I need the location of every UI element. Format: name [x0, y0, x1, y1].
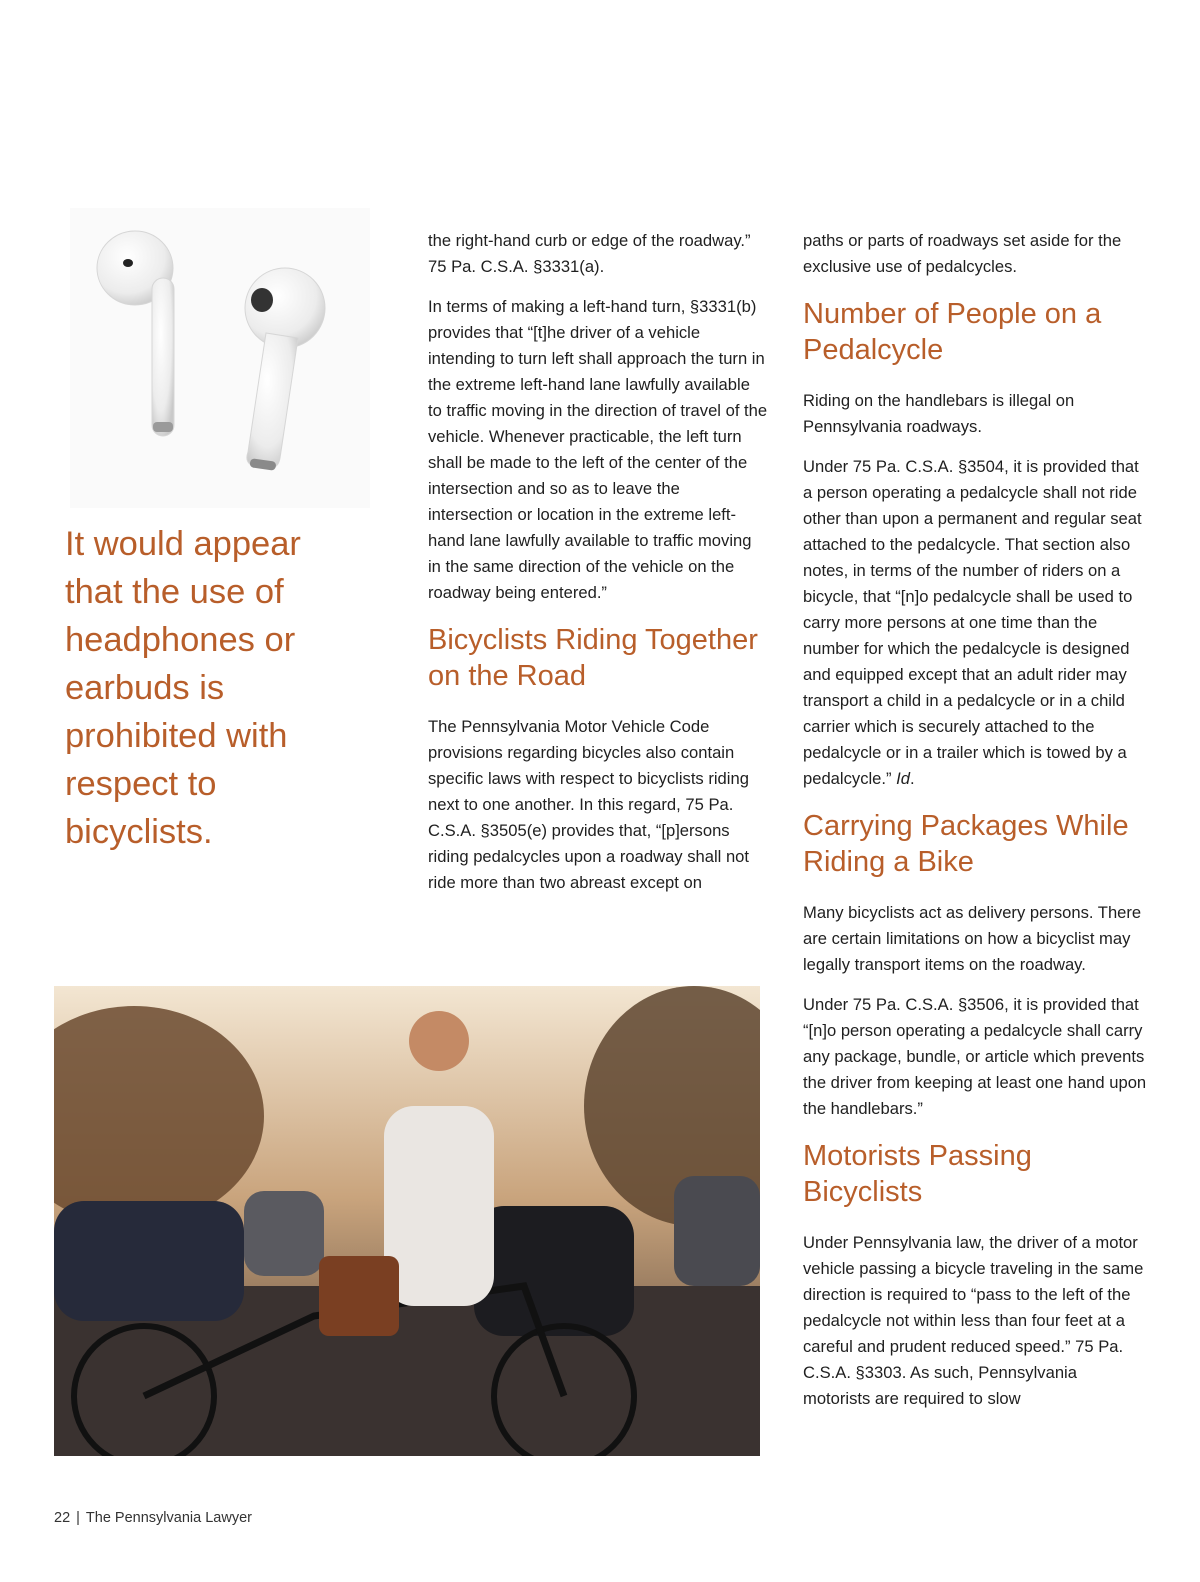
- page-footer: [54, 1510, 252, 1526]
- paragraph: In terms of making a left-hand turn, §3331(b) provides that “[t]he driver of a vehicle intending to turn left shall approach the turn in the extreme left-hand lane lawfully available to traffic moving in the direction of travel of the vehicle. Whenever practicable, the left turn shall be made to the left of the center of the intersection and so as to leave the intersection or location in the extreme left-hand lane lawfully available to traffic moving in the same direction of the vehicle on the roadway being entered.”: [428, 297, 768, 602]
- cyclist-photo: [54, 986, 760, 1456]
- earbuds-illustration: [70, 208, 370, 508]
- section-heading: Motorists Passing Bicyclists: [803, 1140, 1032, 1208]
- paragraph: The Pennsylvania Motor Vehicle Code provisions regarding bicycles also contain specific laws with respect to bicyclists riding next to one another. In this regard, 75 Pa. C.S.A. §3505(e) provides that, “[p]ersons riding pedalcycles upon a roadway shall not ride more than two abreast except on: [428, 717, 750, 892]
- right-column: [803, 228, 1148, 1426]
- paragraph: Under 75 Pa. C.S.A. §3506, it is provided that “[n]o person operating a pedalcycle shall carry any package, bundle, or article which prevents the driver from keeping at least one hand upon the handlebars.”: [803, 995, 1147, 1118]
- page-number: 22: [54, 1510, 71, 1526]
- paragraph: Under Pennsylvania law, the driver of a motor vehicle passing a bicycle traveling in the same direction is required to “pass to the left of the pedalcycle not within less than four feet at a careful and prudent reduced speed.” 75 Pa. C.S.A. §3303. As such, Pennsylvania motorists are required to slow: [803, 1233, 1144, 1408]
- left-earbud: [97, 231, 174, 436]
- paragraph: Under 75 Pa. C.S.A. §3504, it is provided that a person operating a pedalcycle shall not ride other than upon a permanent and regular seat attached to the pedalcycle. That section also notes, in terms of the number of riders on a bicycle, that “[n]o pedalcycle shall be used to carry more persons at one time than the number for which the pedalcycle is designed and equipped except that an adult rider may transport a child in a pedalcycle or in a child carrier which is securely attached to the pedalcycle or in a trailer which is towed by a pedalcycle.” Id.: [803, 457, 1142, 788]
- right-earbud: [245, 268, 325, 471]
- paragraph-text: Under 75 Pa. C.S.A. §3504, it is provided that a person operating a pedalcycle shall not ride other than upon a permanent and regular seat attached to the pedalcycle. That section also notes, in terms of the number of riders on a bicycle, that “[n]o pedalcycle shall be used to carry more persons at one time than the number for which the pedalcycle is designed and equipped except that an adult rider may transport a child in a pedalcycle or in a child carrier which is securely attached to the pedalcycle or in a trailer which is towed by a pedalcycle.”: [803, 457, 1142, 788]
- paragraph: Riding on the handlebars is illegal on Pennsylvania roadways.: [803, 391, 1075, 436]
- publication-name: The Pennsylvania Lawyer: [85, 1510, 252, 1526]
- paragraph: the right-hand curb or edge of the roadway.” 75 Pa. C.S.A. §3331(a).: [428, 231, 751, 276]
- middle-column: [428, 228, 768, 910]
- cyclist-illustration: [54, 986, 760, 1456]
- footer-separator: |: [76, 1510, 80, 1526]
- section-heading: Bicyclists Riding Together on the Road: [428, 624, 758, 692]
- paragraph: paths or parts of roadways set aside for the exclusive use of pedalcycles.: [803, 231, 1122, 276]
- citation: Id: [896, 769, 911, 788]
- earbuds-photo: [70, 208, 370, 508]
- section-heading: Carrying Packages While Riding a Bike: [803, 810, 1129, 878]
- pull-quote: It would appear that the use of headphones or earbuds is prohibited with respect to bicyclists.: [65, 525, 301, 851]
- paragraph: Many bicyclists act as delivery persons. There are certain limitations on how a bicyclist may legally transport items on the roadway.: [803, 903, 1142, 974]
- section-heading: Number of People on a Pedalcycle: [803, 298, 1102, 366]
